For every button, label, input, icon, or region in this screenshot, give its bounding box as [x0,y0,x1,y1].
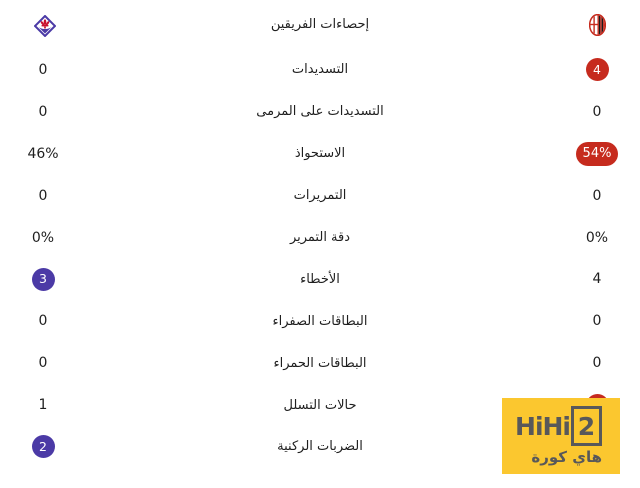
stat-row [0,300,640,342]
stat-label: الأخطاء [300,271,340,287]
stat-value-left: 1 [38,397,48,414]
stat-row [0,49,640,91]
stat-badge: 3 [32,268,55,291]
stat-label: التسديدات على المرمى [256,104,384,120]
stat-label: التمريرات [293,188,347,204]
stat-value-left [0,435,86,458]
watermark-arabic-label: هاي كورة [531,448,602,466]
stats-title: إحصاءات الفريقين [270,17,370,32]
stat-label: دقة التمرير [289,230,351,245]
stat-badge: 54% [576,142,619,166]
stat-value-right: 0 [592,103,602,120]
stat-label: البطاقات الصفراء [272,313,368,329]
watermark-hihi2 [502,398,620,474]
stat-row [0,217,640,259]
watermark-inner [515,406,602,466]
watermark-brand-suffix: 2 [571,406,602,446]
stat-value-left: 0 [38,187,48,204]
stat-value-right: 0 [592,355,602,372]
stat-row [0,342,640,384]
watermark-brand [515,406,602,446]
stat-value-right: 0 [592,187,602,204]
stat-value-left: 0 [38,313,48,330]
stat-value-left: 46% [27,145,59,162]
stat-badge: 4 [586,58,609,81]
stat-label: الاستحواذ [294,146,346,162]
stat-value-left: 0 [38,355,48,372]
stat-label: البطاقات الحمراء [273,355,367,371]
stat-label: حالات التسلل [283,397,357,413]
stat-value-left: 0% [31,229,55,246]
ac-milan-crest-icon [589,14,606,40]
stat-value-right: 4 [592,271,602,288]
stat-value-left [0,268,86,291]
stat-value-left: 0 [38,103,48,120]
stat-value-right [554,142,640,166]
stat-label: التسديدات [291,62,349,78]
stats-header [0,0,640,49]
stat-label: الضربات الركنية [277,439,363,455]
stat-row [0,91,640,133]
stat-value-right: 0 [592,313,602,330]
stat-row [0,133,640,175]
stat-value-right [554,58,640,81]
stat-row [0,258,640,300]
stat-value-left: 0 [38,61,48,78]
stat-badge: 2 [32,435,55,458]
stat-row [0,175,640,217]
watermark-brand-prefix: HiHi [515,411,570,441]
stat-value-right: 0% [585,229,609,246]
